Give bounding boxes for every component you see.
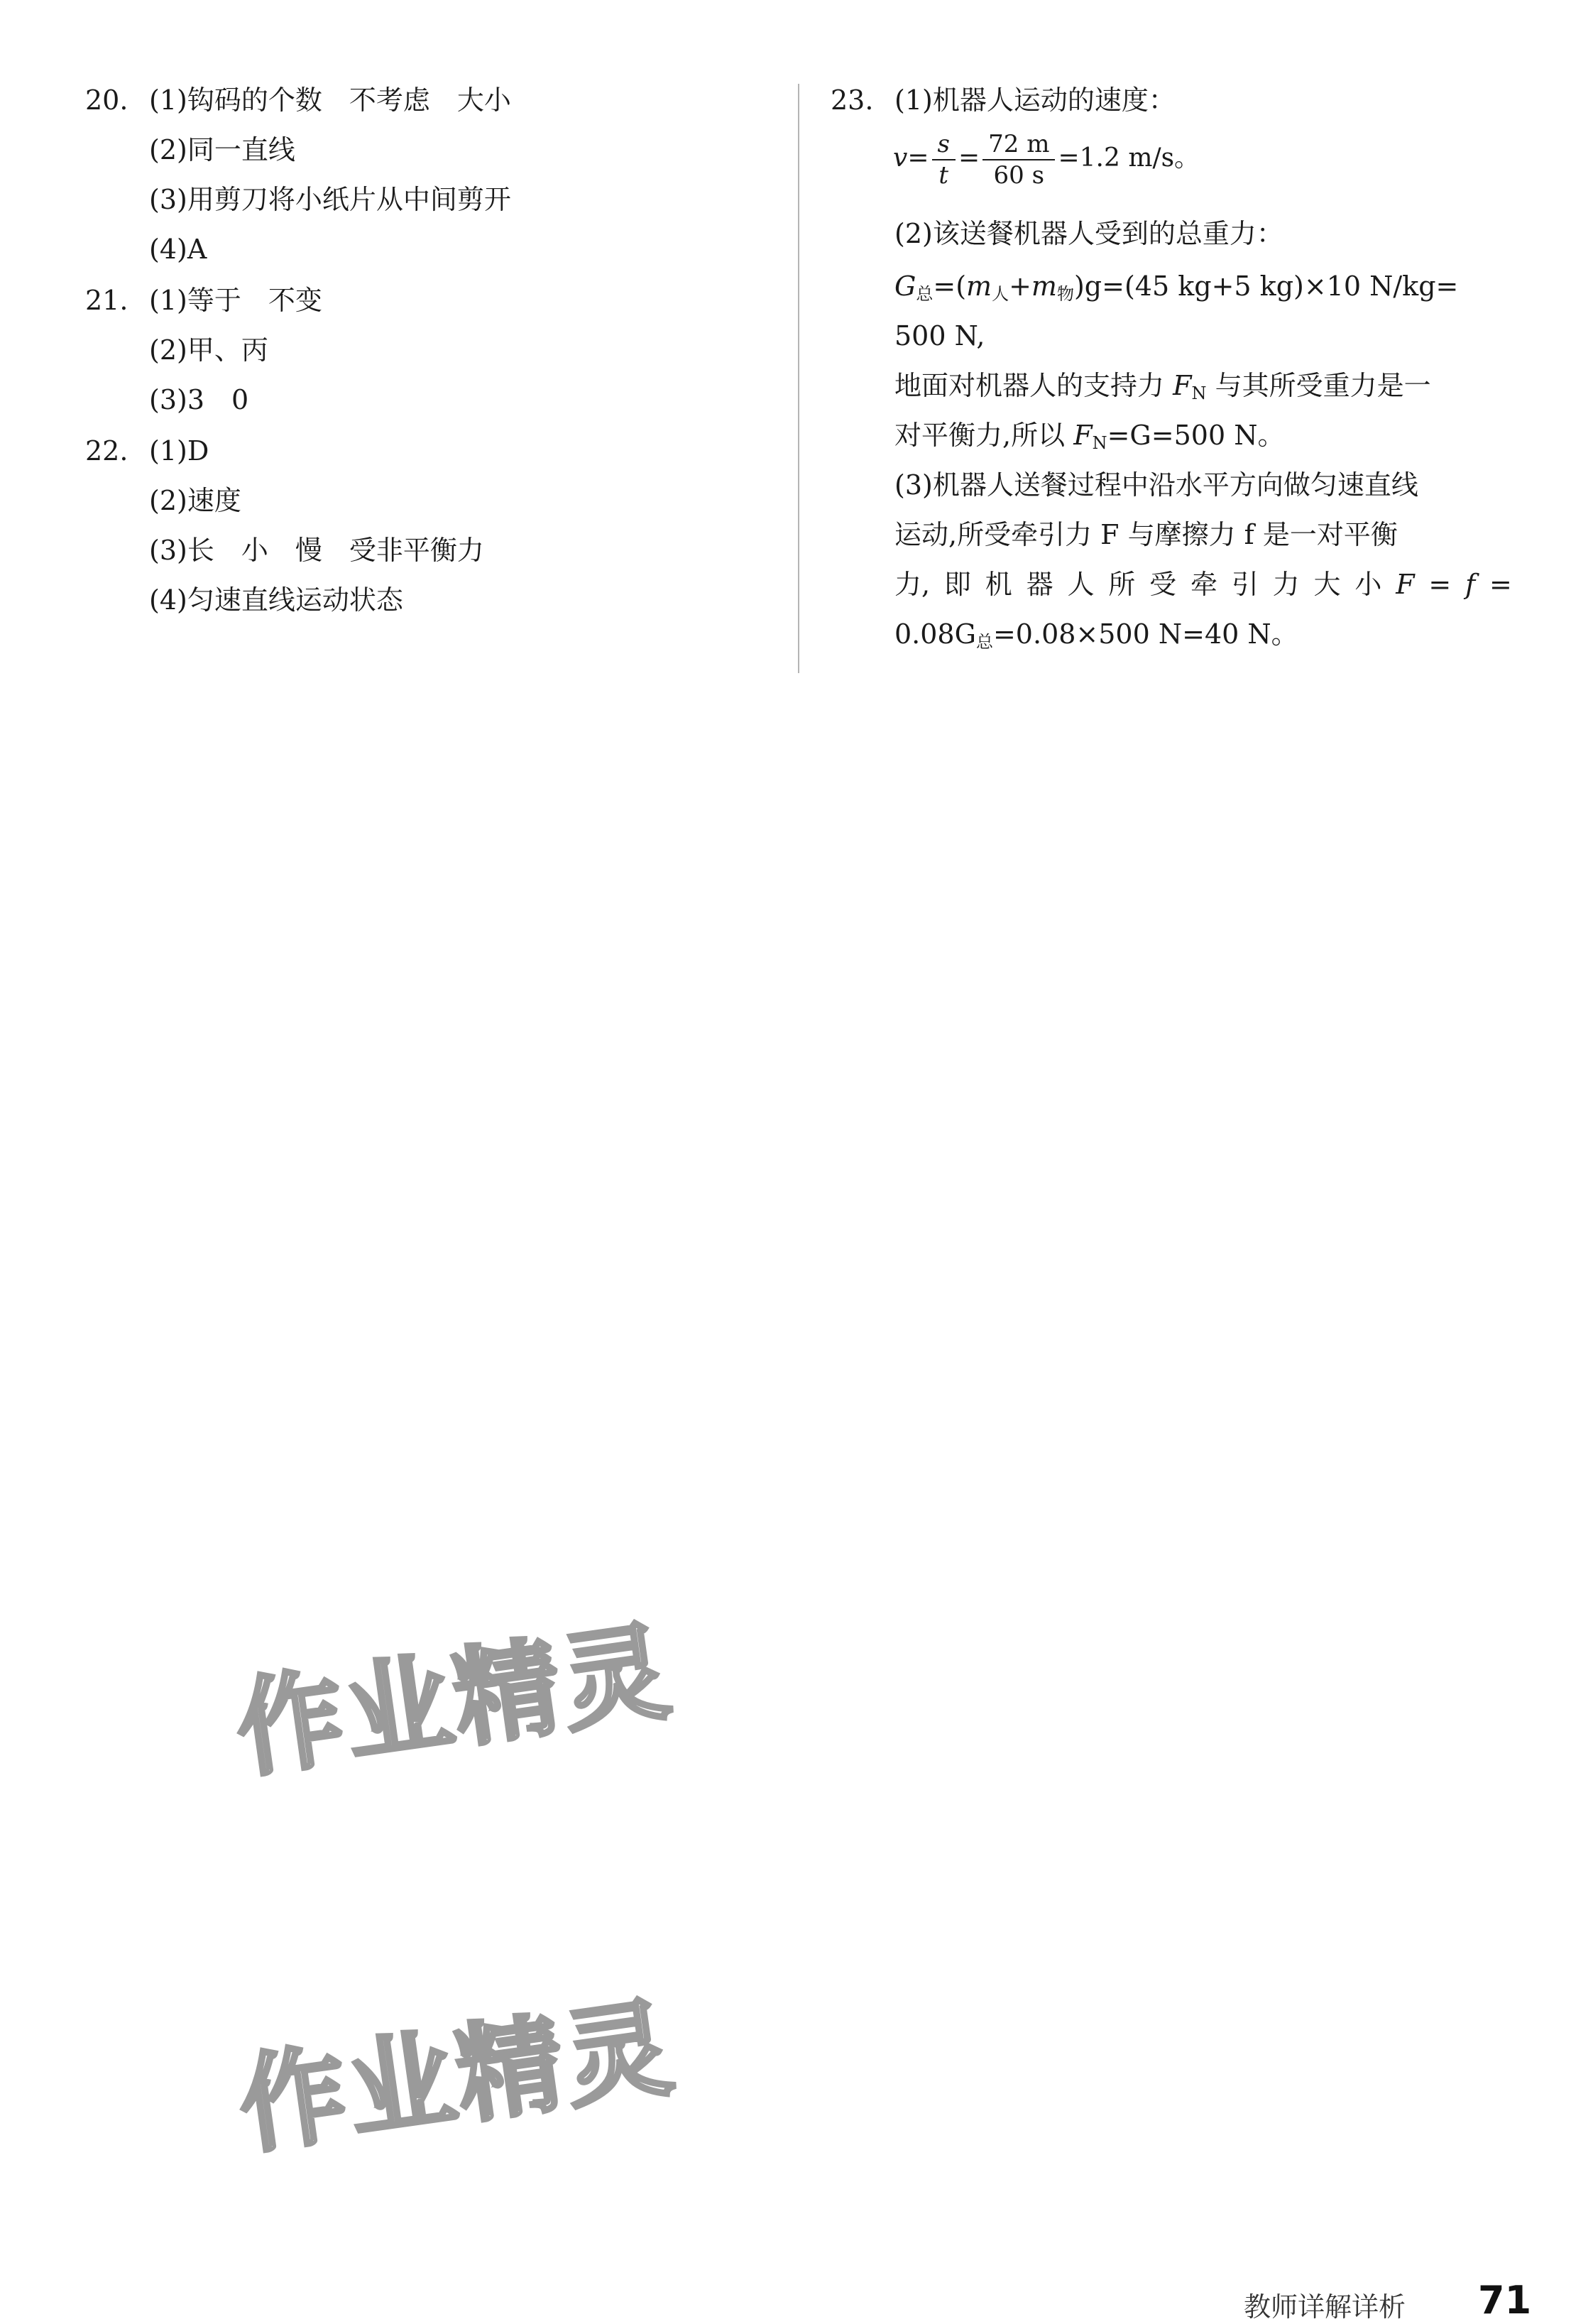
velocity-result: =1.2 m/s。 xyxy=(1058,143,1200,173)
symbol-F-2: F xyxy=(1073,420,1093,451)
watermark-logo-1: 作业精灵 xyxy=(229,1609,680,1793)
traction-force-result: =0.08×500 N=40 N。 xyxy=(992,618,1298,650)
fraction-denominator-t: t xyxy=(938,161,949,190)
support-force-value: =G=500 N。 xyxy=(1107,420,1285,451)
subscript-total: 总 xyxy=(916,284,934,304)
subscript-N-2: N xyxy=(1092,433,1107,453)
q23-part2-heading: (2)该送餐机器人受到的总重力： xyxy=(894,218,1283,249)
plus-sign: + xyxy=(1009,271,1031,302)
symbol-m-object: m xyxy=(1031,271,1057,302)
q23-part3-line2: 运动,所受牵引力 F 与摩擦力 f 是一对平衡 xyxy=(894,519,1398,550)
q23-weight-formula xyxy=(894,273,1512,302)
symbol-F: F xyxy=(1173,370,1192,401)
symbol-F-traction: F xyxy=(1396,569,1415,600)
fraction-s-over-t xyxy=(932,130,956,190)
q20-item-2: (2)同一直线 xyxy=(149,134,295,165)
q23-part1-heading: (1)机器人运动的速度： xyxy=(894,84,1176,116)
q23-part3-line1: (3)机器人送餐过程中沿水平方向做匀速直线 xyxy=(894,469,1418,501)
fraction-values xyxy=(982,130,1055,190)
word: 引 xyxy=(1231,569,1259,600)
q21-item-1: (1)等于 不变 xyxy=(149,285,322,316)
q23-velocity-formula xyxy=(893,130,1200,190)
equals-sign: = xyxy=(907,143,929,173)
q21-number: 21. xyxy=(85,285,128,316)
symbol-G: G xyxy=(894,271,916,302)
word: 力, xyxy=(894,569,931,600)
weight-calculation: )g=(45 kg+5 kg)×10 N/kg= xyxy=(1073,271,1459,302)
word: 器 xyxy=(1026,569,1053,600)
q22-item-2: (2)速度 xyxy=(149,485,241,516)
word: 人 xyxy=(1067,569,1095,600)
q23-weight-result: 500 N, xyxy=(894,320,985,351)
equals-sign: = xyxy=(1428,569,1452,600)
q20-number: 20. xyxy=(85,84,128,116)
word: 大 xyxy=(1313,569,1341,600)
q20-item-1: (1)钩码的个数 不考虑 大小 xyxy=(149,84,511,116)
symbol-m-person: m xyxy=(966,271,992,302)
q21-item-2: (2)甲、丙 xyxy=(149,334,268,366)
subscript-N: N xyxy=(1191,383,1207,403)
friction-coefficient-expression: 0.08G xyxy=(894,618,976,650)
subscript-object: 物 xyxy=(1056,284,1074,304)
subscript-person: 人 xyxy=(992,284,1009,304)
word: 即 xyxy=(943,569,971,600)
q23-number: 23. xyxy=(831,84,874,116)
balance-text: 与其所受重力是一 xyxy=(1215,370,1431,401)
footer-label: 教师详解详析 xyxy=(1244,2291,1406,2323)
fraction-denominator-time: 60 s xyxy=(993,161,1045,190)
equals-sign-2: = xyxy=(958,143,980,173)
q22-item-1: (1)D xyxy=(149,435,209,467)
q22-item-3: (3)长 小 慢 受非平衡力 xyxy=(149,535,484,566)
q23-support-force-line xyxy=(894,372,1512,402)
q22-item-4: (4)匀速直线运动状态 xyxy=(149,584,403,616)
symbol-f-friction: f xyxy=(1465,569,1476,600)
fraction-numerator-distance: 72 m xyxy=(982,132,1055,160)
word: 牵 xyxy=(1190,569,1217,600)
q23-balance-conclusion xyxy=(894,422,1512,452)
word: 机 xyxy=(985,569,1012,600)
q22-number: 22. xyxy=(85,435,128,467)
q20-item-3: (3)用剪刀将小纸片从中间剪开 xyxy=(149,184,511,215)
word: 所 xyxy=(1108,569,1136,600)
velocity-symbol: v xyxy=(893,143,908,173)
q23-part3-line4 xyxy=(894,618,1512,652)
q20-item-4: (4)A xyxy=(149,234,207,265)
subscript-total-2: 总 xyxy=(975,632,993,652)
column-divider xyxy=(798,84,799,673)
word: 受 xyxy=(1149,569,1177,600)
q21-item-3: (3)3 0 xyxy=(149,384,249,415)
page-number: 71 xyxy=(1478,2278,1532,2323)
word: 力 xyxy=(1272,569,1300,600)
equals-open-paren: =( xyxy=(933,271,967,302)
watermark-logo-2: 作业精灵 xyxy=(231,1985,683,2169)
equals-sign: = xyxy=(1489,569,1512,600)
q23-part3-line3 xyxy=(894,571,1512,598)
support-force-text: 地面对机器人的支持力 xyxy=(894,370,1165,401)
balance-conclusion-text: 对平衡力,所以 xyxy=(894,420,1066,451)
word: 小 xyxy=(1354,569,1382,600)
fraction-numerator-s: s xyxy=(932,132,956,160)
